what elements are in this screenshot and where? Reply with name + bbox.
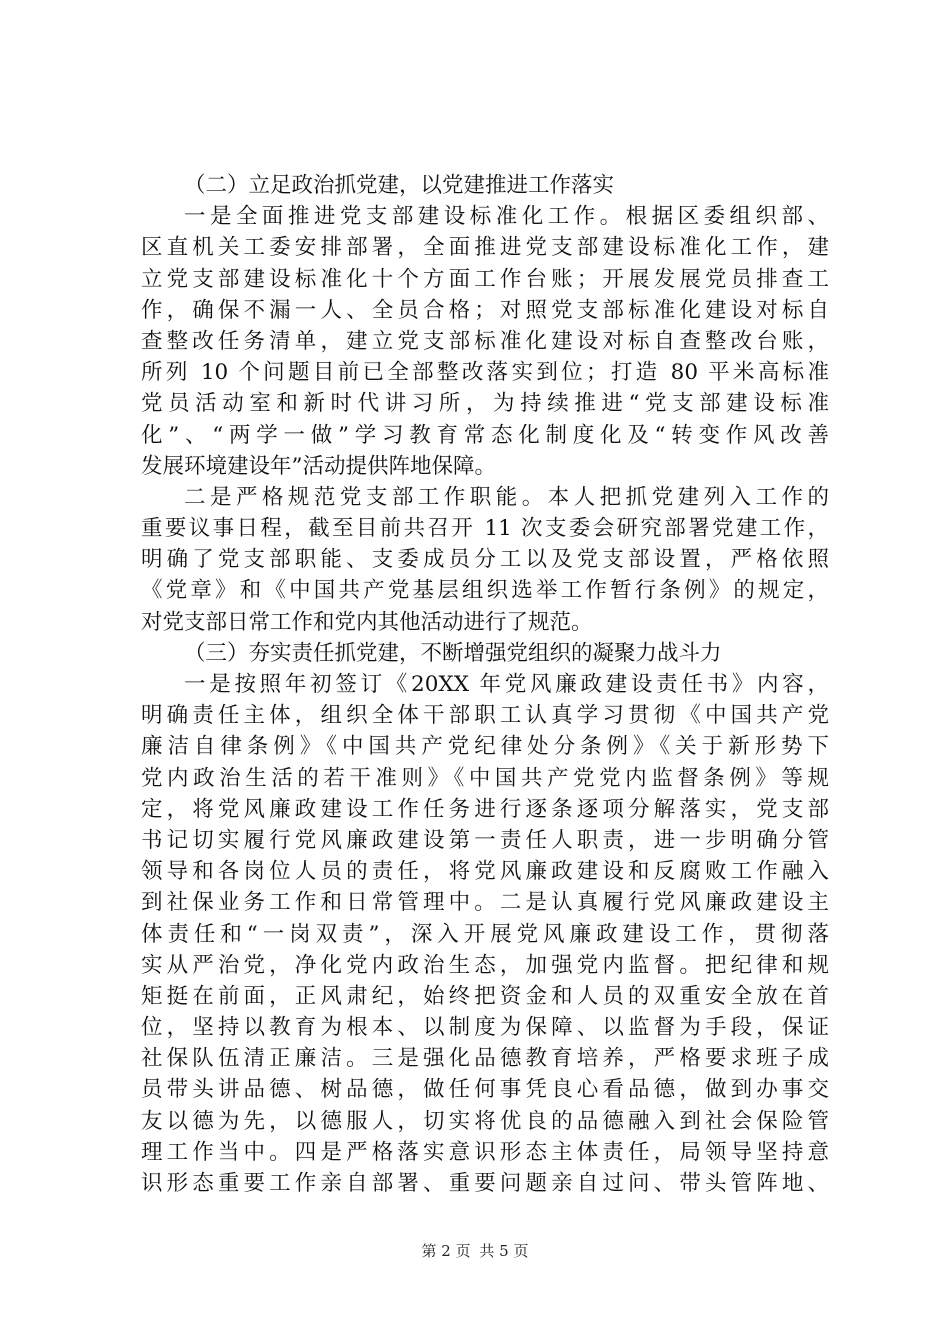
text-line: （三）夯实责任抓党建，不断增强党组织的凝聚力战斗力 [184, 640, 722, 666]
text-line: 员带头讲品德、树品德，做任何事凭良心看品德，做到办事交 [141, 1077, 829, 1103]
text-line: 党员活动室和新时代讲习所，为持续推进“党支部建设标准 [141, 391, 829, 417]
text-line: 化”、“两学一做”学习教育常态化制度化及“转变作风改善 [141, 422, 829, 448]
text-line: 查整改任务清单，建立党支部标准化建设对标自查整改台账， [141, 328, 829, 354]
text-line: 所列 10 个问题目前已全部整改落实到位；打造 80 平米高标准 [141, 360, 829, 386]
text-line: 明确责任主体，组织全体干部职工认真学习贯彻《中国共产党 [141, 703, 829, 729]
text-line: 立党支部建设标准化十个方面工作台账；开展发展党员排查工 [141, 266, 829, 292]
text-line: 作，确保不漏一人、全员合格；对照党支部标准化建设对标自 [141, 297, 829, 323]
text-line: 廉洁自律条例》《中国共产党纪律处分条例》《关于新形势下 [141, 734, 829, 760]
text-line: 理工作当中。四是严格落实意识形态主体责任，局领导坚持意 [141, 1139, 829, 1165]
text-line: 一是全面推进党支部建设标准化工作。根据区委组织部、 [184, 204, 829, 230]
text-line: 位，坚持以教育为根本、以制度为保障、以监督为手段，保证 [141, 1015, 829, 1041]
text-line: 识形态重要工作亲自部署、重要问题亲自过问、带头管阵地、 [141, 1171, 829, 1196]
text-line: 矩挺在前面，正风肃纪，始终把资金和人员的双重安全放在首 [141, 983, 829, 1009]
text-line: 对党支部日常工作和党内其他活动进行了规范。 [141, 609, 593, 635]
page-number: 第 2 页 [421, 1242, 471, 1260]
text-line: 实从严治党，净化党内政治生态，加强党内监督。把纪律和规 [141, 952, 829, 978]
text-line: 社保队伍清正廉洁。三是强化品德教育培养，严格要求班子成 [141, 1046, 829, 1072]
document-body [141, 170, 829, 1199]
text-line: 重要议事日程，截至目前共召开 11 次支委会研究部署党建工作， [141, 516, 829, 542]
text-line: 到社保业务工作和日常管理中。二是认真履行党风廉政建设主 [141, 890, 829, 916]
text-line: 领导和各岗位人员的责任，将党风廉政建设和反腐败工作融入 [141, 859, 829, 885]
text-line: 一是按照年初签订《20XX 年党风廉政建设责任书》内容， [184, 672, 829, 697]
text-line: 定，将党风廉政建设工作任务进行逐条逐项分解落实，党支部 [141, 796, 829, 822]
text-line: （二）立足政治抓党建，以党建推进工作落实 [184, 173, 615, 198]
text-line: 发展环境建设年”活动提供阵地保障。 [141, 453, 496, 479]
page-total: 共 5 页 [479, 1242, 529, 1260]
text-line: 党内政治生活的若干准则》《中国共产党党内监督条例》等规 [141, 765, 829, 791]
text-line: 二是严格规范党支部工作职能。本人把抓党建列入工作的 [184, 484, 829, 510]
text-line: 区直机关工委安排部署，全面推进党支部建设标准化工作，建 [141, 235, 829, 261]
text-line: 友以德为先，以德服人，切实将优良的品德融入到社会保险管 [141, 1108, 829, 1134]
text-line: 体责任和“一岗双责”，深入开展党风廉政建设工作，贯彻落 [141, 921, 829, 947]
text-line: 明确了党支部职能、支委成员分工以及党支部设置，严格依照 [141, 547, 829, 573]
text-line: 书记切实履行党风廉政建设第一责任人职责，进一步明确分管 [141, 827, 829, 853]
text-line: 《党章》和《中国共产党基层组织选举工作暂行条例》的规定， [141, 578, 829, 604]
page-footer [0, 1240, 950, 1261]
